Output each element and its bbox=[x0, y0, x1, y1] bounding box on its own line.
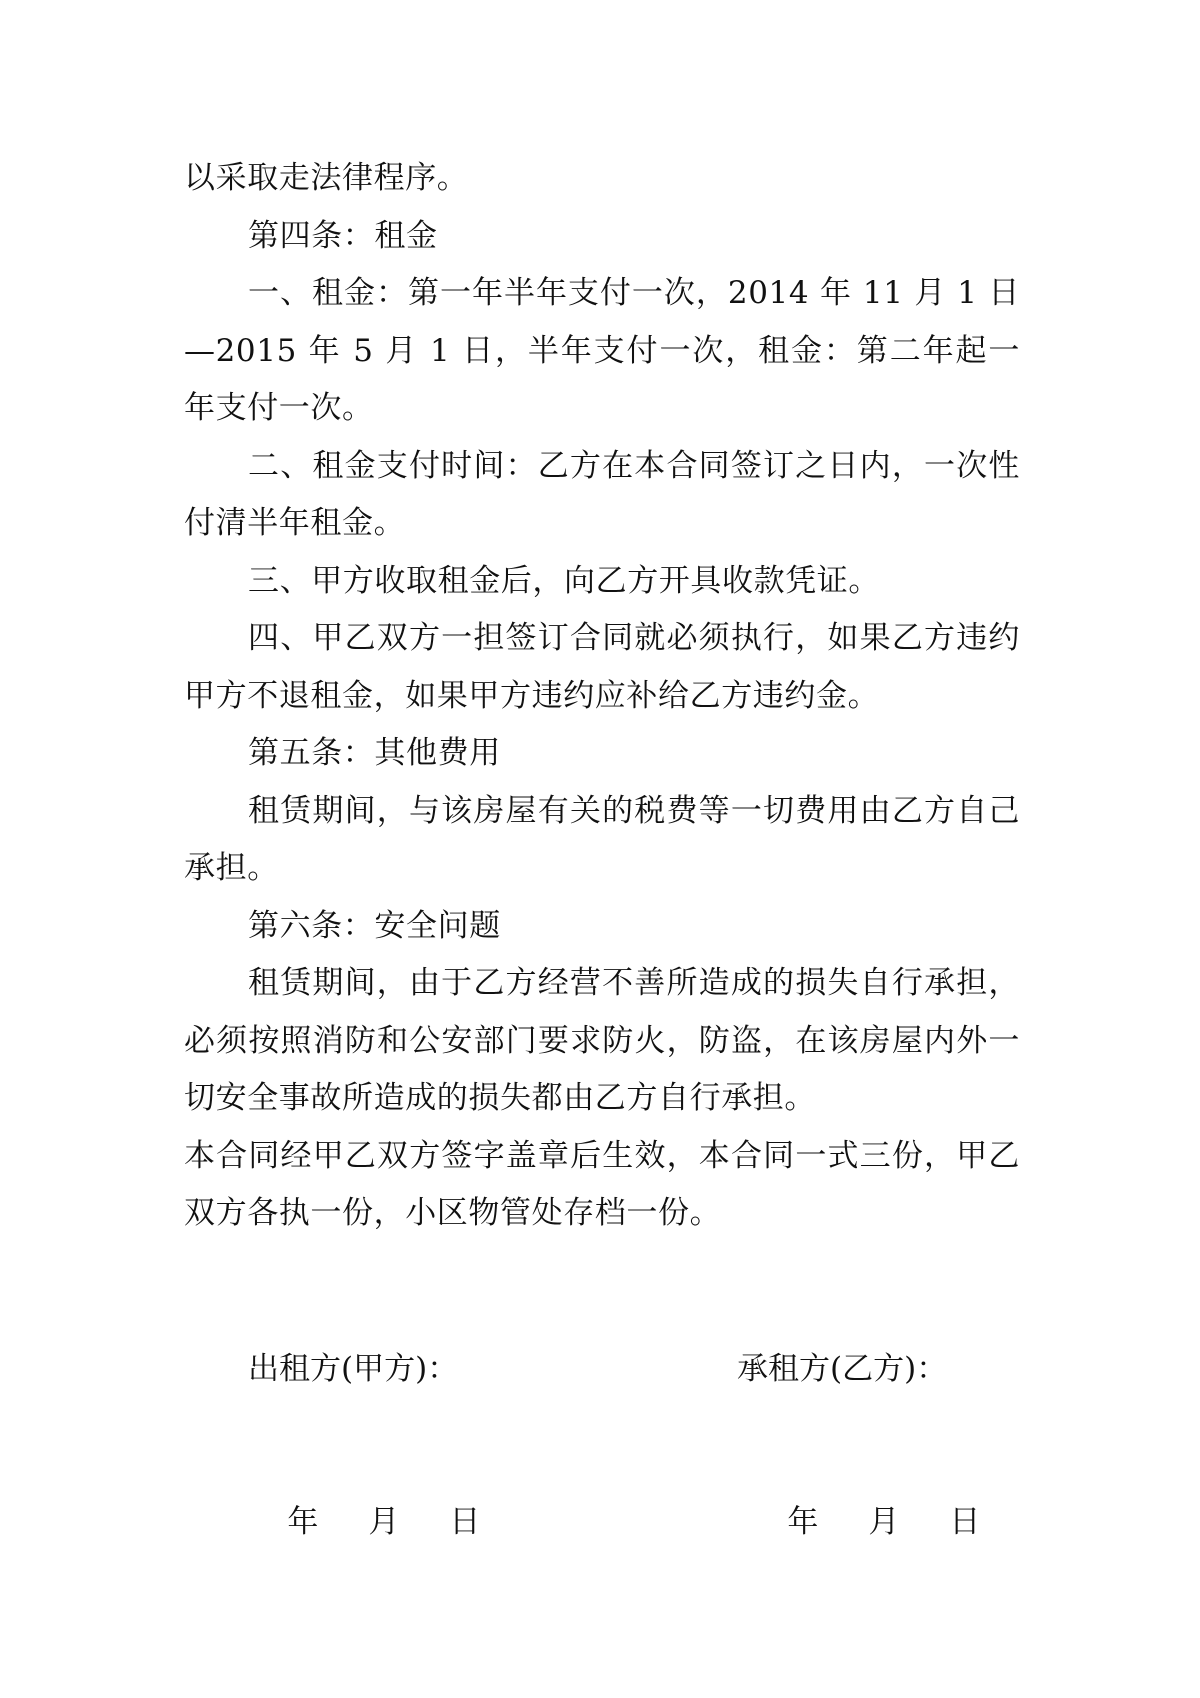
lessor-date-year: 年 bbox=[287, 1504, 319, 1540]
lessee-date-day: 日 bbox=[949, 1504, 981, 1540]
lessee-date-month: 月 bbox=[868, 1504, 900, 1540]
article-6-heading: 第六条：安全问题 bbox=[248, 907, 501, 944]
paragraph-breach: 四、甲乙双方一担签订合同就必须执行，如果乙方违约甲方不退租金，如果甲方违约应补给乙方违约金。 bbox=[184, 620, 1020, 714]
lessee-date-year: 年 bbox=[787, 1504, 819, 1540]
paragraph-payment-time: 二、租金支付时间：乙方在本合同签订之日内，一次性付清半年租金。 bbox=[184, 447, 1020, 541]
paragraph-other-fees: 租赁期间，与该房屋有关的税费等一切费用由乙方自己承担。 bbox=[184, 792, 1020, 886]
lessor-signature-label: 出租方(甲方)： bbox=[248, 1351, 459, 1387]
paragraph-rent-schedule: 一、租金：第一年半年支付一次，2014 年 11 月 1 日—2015 年 5 月 1 日，半年支付一次，租金：第二年起一年支付一次。 bbox=[184, 275, 1020, 426]
article-5-heading: 第五条：其他费用 bbox=[248, 735, 501, 771]
paragraph-effectiveness: 本合同经甲乙双方签字盖章后生效，本合同一式三份，甲乙双方各执一份，小区物管处存档一份。 bbox=[184, 1137, 1020, 1231]
lessor-date-day: 日 bbox=[449, 1504, 481, 1540]
paragraph-safety: 租赁期间，由于乙方经营不善所造成的损失自行承担，必须按照消防和公安部门要求防火，防盗，在该房屋内外一切安全事故所造成的损失都由乙方自行承担。 bbox=[184, 965, 1020, 1116]
paragraph-receipt: 三、甲方收取租金后，向乙方开具收款凭证。 bbox=[248, 562, 880, 599]
article-4-heading: 第四条：租金 bbox=[248, 217, 438, 254]
contract-body bbox=[184, 150, 1020, 1243]
lessee-date bbox=[748, 1462, 980, 1582]
lessor-date-month: 月 bbox=[368, 1504, 400, 1540]
paragraph-1: 以采取走法律程序。 bbox=[184, 160, 469, 196]
lessor-date bbox=[248, 1462, 480, 1582]
lessee-signature-label: 承租方(乙方)： bbox=[737, 1351, 948, 1387]
